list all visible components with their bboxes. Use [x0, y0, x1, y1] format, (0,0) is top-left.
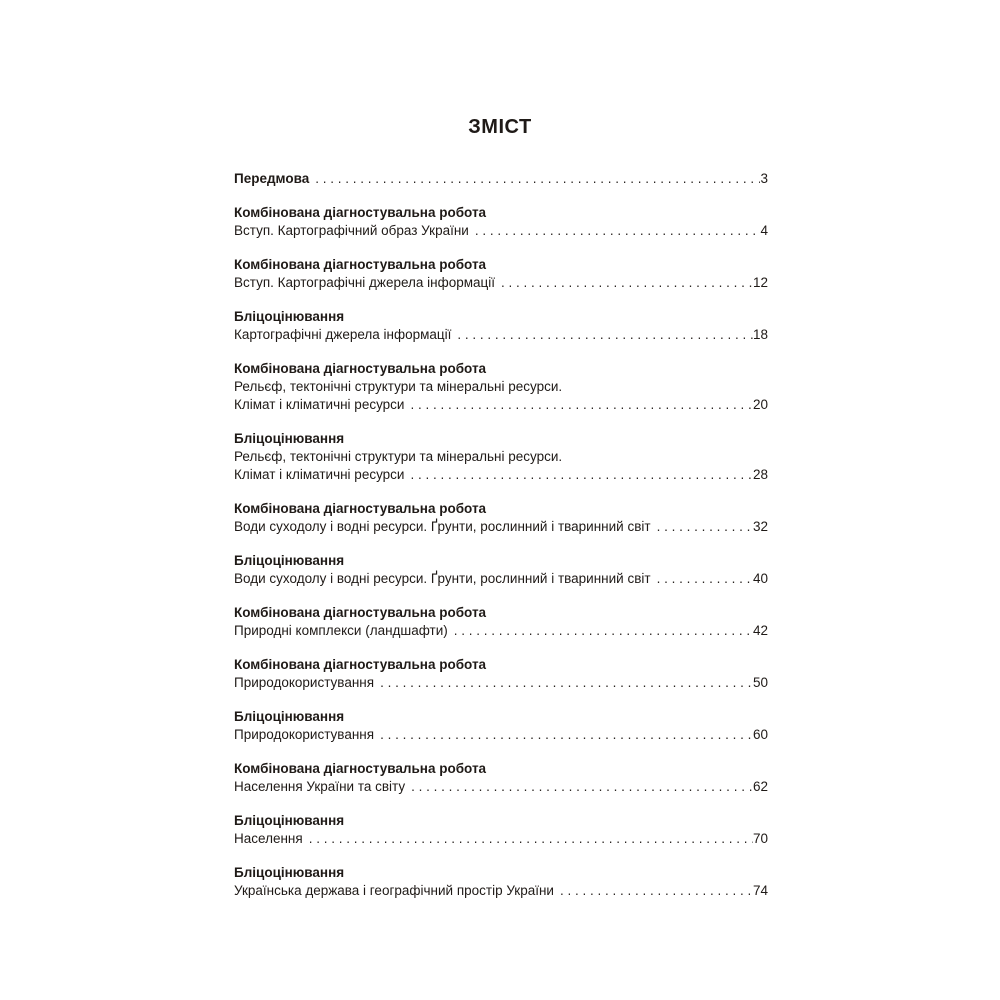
toc-entry	[234, 308, 768, 344]
dot-leader	[405, 778, 753, 796]
toc-page-number: 50	[752, 675, 768, 690]
toc-entry	[234, 656, 768, 692]
dot-leader	[303, 830, 753, 848]
toc-entry	[234, 204, 768, 240]
toc-section-heading: Комбінована діагностувальна робота	[234, 657, 487, 672]
toc-section-heading: Бліцоцінювання	[234, 865, 345, 880]
toc-section-heading: Бліцоцінювання	[234, 309, 345, 324]
toc-page-number: 42	[752, 623, 768, 638]
toc-page-number: 28	[752, 467, 768, 482]
toc-page-number: 12	[752, 275, 768, 290]
toc-entry	[234, 604, 768, 640]
toc-page-number: 3	[760, 171, 768, 186]
dot-leader	[404, 466, 752, 484]
toc-entry	[234, 812, 768, 848]
toc-section-heading: Комбінована діагностувальна робота	[234, 501, 487, 516]
toc-page-number: 18	[752, 327, 768, 342]
toc-page-number: 62	[752, 779, 768, 794]
toc-page-number: 74	[752, 883, 768, 898]
toc-entry-line[interactable]	[234, 882, 768, 900]
toc-entry-line[interactable]	[234, 274, 768, 292]
toc-section-heading: Бліцоцінювання	[234, 813, 345, 828]
toc-entry	[234, 170, 768, 188]
toc-entry	[234, 864, 768, 900]
toc-entry-line[interactable]	[234, 622, 768, 640]
toc-section-heading: Бліцоцінювання	[234, 709, 345, 724]
toc-entry-title: Передмова	[234, 171, 310, 186]
table-of-contents	[234, 170, 768, 900]
toc-entry	[234, 552, 768, 588]
toc-page-number: 32	[752, 519, 768, 534]
toc-entry-line[interactable]	[234, 222, 768, 240]
toc-entry-title: Води суходолу і водні ресурси. Ґрунти, рослинний і тваринний світ	[234, 571, 651, 586]
toc-entry-line[interactable]	[234, 726, 768, 744]
toc-entry-title: Вступ. Картографічні джерела інформації	[234, 275, 496, 290]
toc-entry-title: Води суходолу і водні ресурси. Ґрунти, рослинний і тваринний світ	[234, 519, 651, 534]
dot-leader	[469, 222, 761, 240]
toc-page-number: 70	[752, 831, 768, 846]
toc-entry-line[interactable]	[234, 396, 768, 414]
dot-leader	[374, 674, 753, 692]
toc-entry-title: Українська держава і географічний простір України	[234, 883, 554, 898]
toc-section-heading: Комбінована діагностувальна робота	[234, 361, 487, 376]
toc-subtitle-line: Рельєф, тектонічні структури та мінеральні ресурси.	[234, 449, 563, 464]
toc-section-heading: Комбінована діагностувальна робота	[234, 605, 487, 620]
toc-entry	[234, 256, 768, 292]
dot-leader	[554, 882, 753, 900]
toc-entry-title: Природні комплекси (ландшафти)	[234, 623, 448, 638]
toc-entry-line[interactable]	[234, 674, 768, 692]
dot-leader	[374, 726, 753, 744]
page-title: ЗМІСТ	[468, 116, 532, 138]
toc-page-number: 40	[752, 571, 768, 586]
toc-section-heading: Комбінована діагностувальна робота	[234, 205, 487, 220]
toc-section-heading: Комбінована діагностувальна робота	[234, 761, 487, 776]
toc-entry	[234, 760, 768, 796]
dot-leader	[495, 274, 753, 292]
toc-page-number: 4	[760, 223, 768, 238]
toc-entry-title: Картографічні джерела інформації	[234, 327, 452, 342]
toc-entry-line[interactable]	[234, 170, 768, 188]
toc-entry-line[interactable]	[234, 778, 768, 796]
dot-leader	[451, 326, 753, 344]
toc-entry	[234, 708, 768, 744]
toc-entry-title: Природокористування	[234, 675, 375, 690]
toc-page-number: 60	[752, 727, 768, 742]
toc-entry-line[interactable]	[234, 326, 768, 344]
toc-entry-title: Клімат і кліматичні ресурси	[234, 467, 405, 482]
toc-page-number: 20	[752, 397, 768, 412]
toc-section-heading: Комбінована діагностувальна робота	[234, 257, 487, 272]
toc-entry	[234, 360, 768, 414]
dot-leader	[448, 622, 753, 640]
toc-section-heading: Бліцоцінювання	[234, 431, 345, 446]
toc-subtitle-line: Рельєф, тектонічні структури та мінеральні ресурси.	[234, 379, 563, 394]
toc-entry-title: Клімат і кліматичні ресурси	[234, 397, 405, 412]
toc-entry-line[interactable]	[234, 570, 768, 588]
toc-entry-title: Природокористування	[234, 727, 375, 742]
toc-entry-title: Вступ. Картографічний образ України	[234, 223, 469, 238]
toc-entry-line[interactable]	[234, 830, 768, 848]
toc-entry	[234, 500, 768, 536]
toc-section-heading: Бліцоцінювання	[234, 553, 345, 568]
toc-entry-title: Населення	[234, 831, 303, 846]
toc-entry-title: Населення України та світу	[234, 779, 406, 794]
toc-entry-line[interactable]	[234, 466, 768, 484]
toc-entry-line[interactable]	[234, 518, 768, 536]
dot-leader	[309, 170, 760, 188]
dot-leader	[651, 518, 753, 536]
dot-leader	[404, 396, 752, 414]
toc-entry	[234, 430, 768, 484]
dot-leader	[651, 570, 753, 588]
